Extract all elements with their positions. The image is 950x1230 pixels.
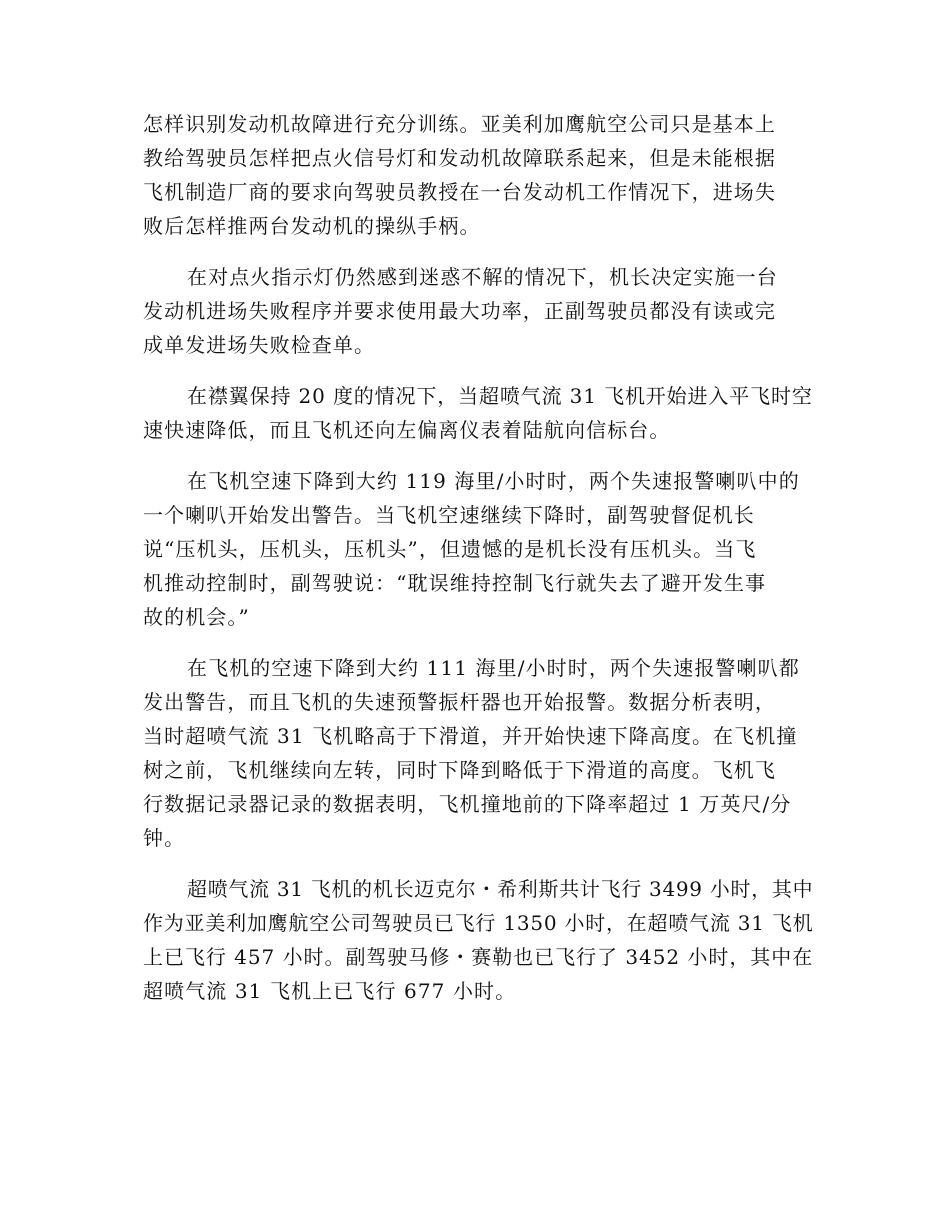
paragraph-1 bbox=[143, 107, 813, 243]
paragraph-5 bbox=[143, 651, 813, 855]
paragraph-line: 发动机进场失败程序并要求使用最大功率，正副驾驶员都没有读或完 bbox=[143, 299, 776, 323]
document-body bbox=[143, 107, 813, 1008]
paragraph-line: 怎样识别发动机故障进行充分训练。亚美利加鹰航空公司只是基本上 bbox=[143, 112, 776, 136]
paragraph-line: 超喷气流 31 飞机的机长迈克尔・希利斯共计飞行 3499 小时，其中 bbox=[187, 877, 814, 901]
paragraph-3 bbox=[143, 379, 813, 447]
paragraph-line: 作为亚美利加鹰航空公司驾驶员已飞行 1350 小时，在超喷气流 31 飞机 bbox=[143, 911, 814, 935]
paragraph-line: 树之前，飞机继续向左转，同时下降到略低于下滑道的高度。飞机飞 bbox=[143, 758, 776, 782]
paragraph-line: 故的机会。” bbox=[143, 605, 250, 629]
paragraph-line: 机推动控制时，副驾驶说：“耽误维持控制飞行就失去了避开发生事 bbox=[143, 571, 767, 595]
paragraph-line: 败后怎样推两台发动机的操纵手柄。 bbox=[143, 214, 481, 238]
paragraph-2 bbox=[143, 260, 813, 362]
paragraph-line: 在飞机的空速下降到大约 111 海里/小时时，两个失速报警喇叭都 bbox=[187, 656, 800, 680]
paragraph-line: 飞机制造厂商的要求向驾驶员教授在一台发动机工作情况下，进场失 bbox=[143, 180, 776, 204]
paragraph-line: 上已飞行 457 小时。副驾驶马修・赛勒也已飞行了 3452 小时，其中在 bbox=[143, 945, 814, 969]
paragraph-line: 教给驾驶员怎样把点火信号灯和发动机故障联系起来，但是未能根据 bbox=[143, 146, 776, 170]
paragraph-line: 在对点火指示灯仍然感到迷惑不解的情况下，机长决定实施一台 bbox=[187, 265, 778, 289]
paragraph-line: 在飞机空速下降到大约 119 海里/小时时，两个失速报警喇叭中的 bbox=[187, 469, 800, 493]
paragraph-line: 说“压机头，压机头，压机头”，但遗憾的是机长没有压机头。当飞 bbox=[143, 537, 757, 561]
paragraph-line: 钟。 bbox=[143, 826, 186, 850]
paragraph-line: 超喷气流 31 飞机上已飞行 677 小时。 bbox=[143, 979, 517, 1003]
paragraph-4 bbox=[143, 464, 813, 634]
paragraph-line: 速快速降低，而且飞机还向左偏离仪表着陆航向信标台。 bbox=[143, 418, 671, 442]
paragraph-line: 一个喇叭开始发出警告。当飞机空速继续下降时，副驾驶督促机长 bbox=[143, 503, 755, 527]
paragraph-line: 发出警告，而且飞机的失速预警振杆器也开始报警。数据分析表明， bbox=[143, 690, 776, 714]
paragraph-line: 成单发进场失败检查单。 bbox=[143, 333, 376, 357]
paragraph-line: 行数据记录器记录的数据表明，飞机撞地前的下降率超过 1 万英尺/分 bbox=[143, 792, 792, 816]
paragraph-6 bbox=[143, 872, 813, 1008]
paragraph-line: 在襟翼保持 20 度的情况下，当超喷气流 31 飞机开始进入平飞时空 bbox=[187, 384, 813, 408]
paragraph-line: 当时超喷气流 31 飞机略高于下滑道，并开始快速下降高度。在飞机撞 bbox=[143, 724, 798, 748]
